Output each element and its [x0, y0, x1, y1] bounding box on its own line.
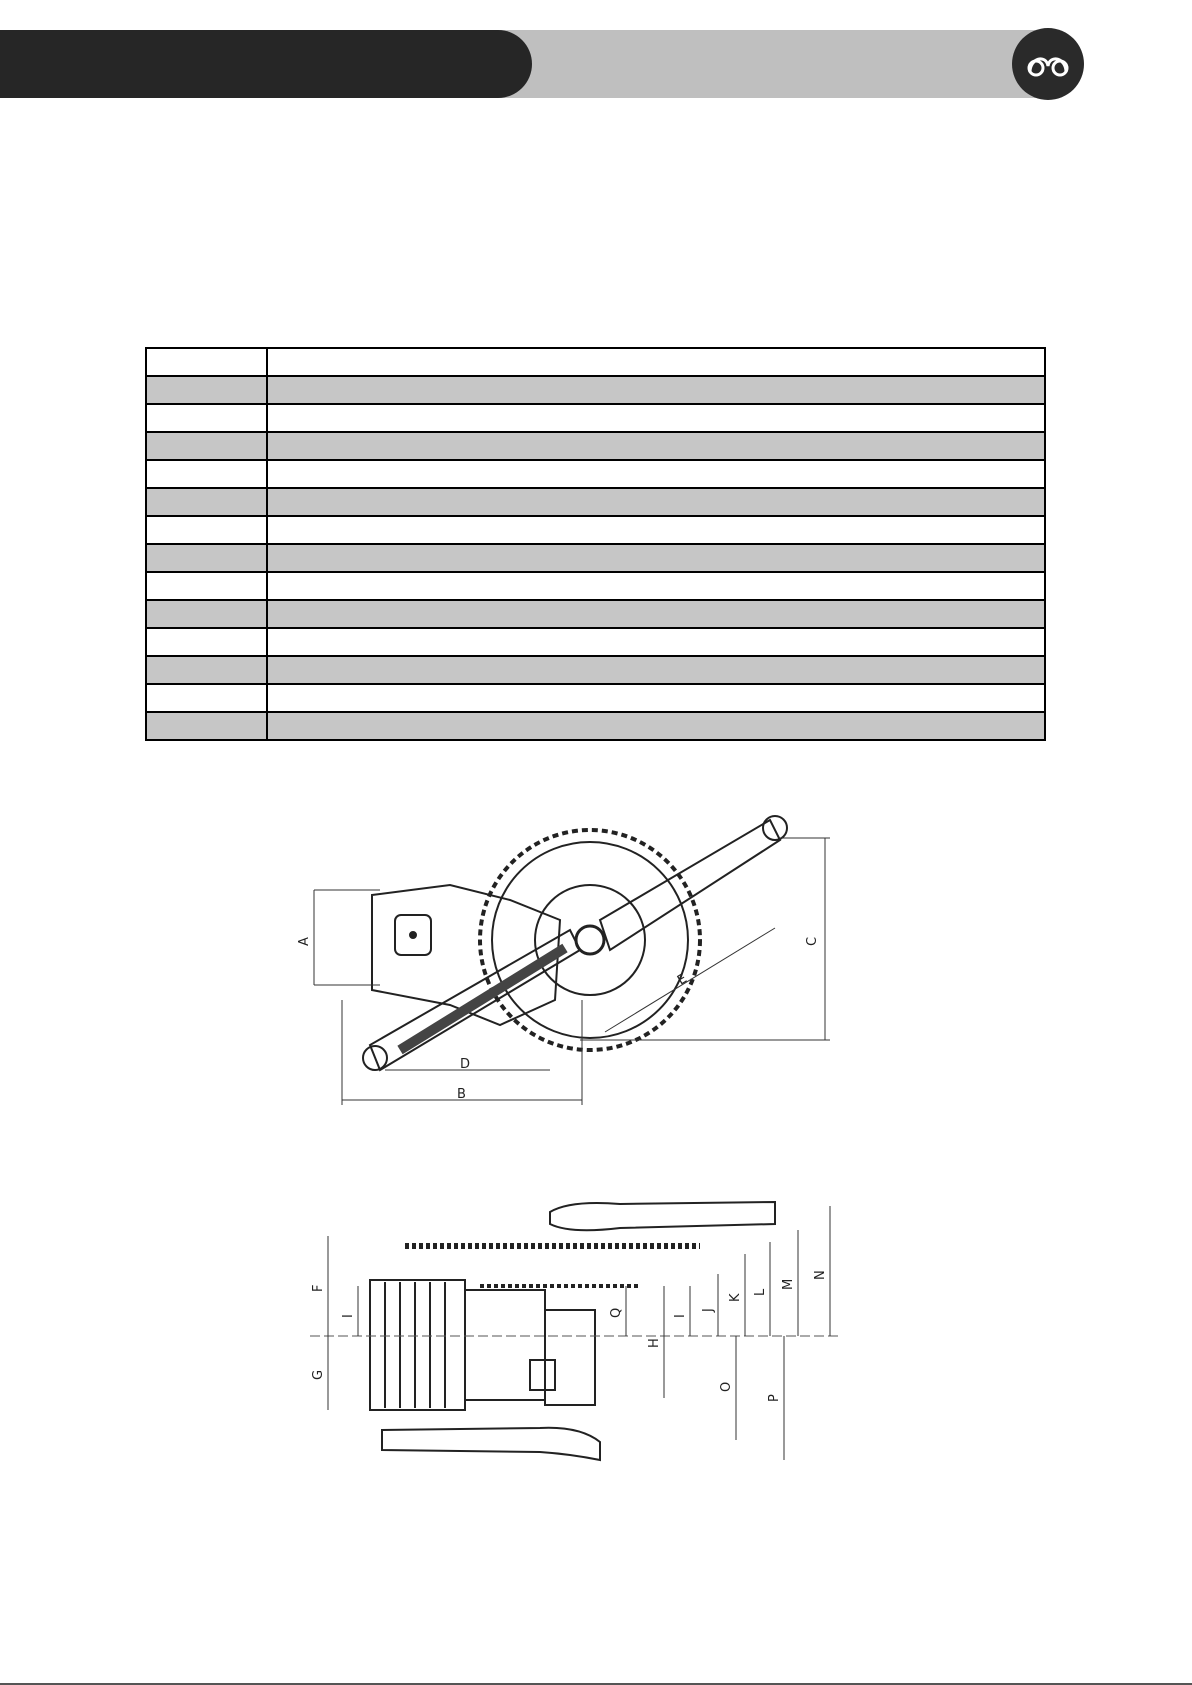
- table-row: [146, 460, 1045, 488]
- spec-value-cell: [267, 712, 1045, 740]
- dim-label-d: D: [460, 1057, 471, 1072]
- table-row: [146, 712, 1045, 740]
- spec-key-cell: [146, 572, 267, 600]
- spec-key-cell: [146, 404, 267, 432]
- dim-label-q: Q: [609, 1307, 624, 1318]
- dim-label-h: H: [647, 1338, 662, 1348]
- dim-label-k: K: [728, 1293, 743, 1302]
- spec-value-cell: [267, 600, 1045, 628]
- cycling-brand-logo-icon: [1012, 28, 1084, 100]
- table-row: [146, 600, 1045, 628]
- table-row: [146, 684, 1045, 712]
- header-title-bar: [0, 30, 532, 98]
- table-row: [146, 656, 1045, 684]
- dim-label-g: G: [311, 1369, 326, 1380]
- spec-key-cell: [146, 712, 267, 740]
- spec-value-cell: [267, 376, 1045, 404]
- spec-value-cell: [267, 404, 1045, 432]
- dim-label-j: J: [701, 1308, 716, 1312]
- spec-value-cell: [267, 544, 1045, 572]
- table-row: [146, 628, 1045, 656]
- dim-label-p: P: [767, 1394, 782, 1402]
- spec-value-cell: [267, 460, 1045, 488]
- spec-value-cell: [267, 684, 1045, 712]
- spec-key-cell: [146, 600, 267, 628]
- table-row: [146, 432, 1045, 460]
- dim-label-n: N: [813, 1270, 828, 1280]
- spec-value-cell: [267, 628, 1045, 656]
- spec-value-cell: [267, 432, 1045, 460]
- dim-label-l: L: [753, 1288, 768, 1296]
- dim-label-f: F: [311, 1284, 326, 1292]
- dim-label-i-right: I: [673, 1314, 688, 1318]
- table-row: [146, 488, 1045, 516]
- lower-crank-arm: [382, 1428, 600, 1460]
- motor-top-view-diagram: [300, 1190, 920, 1480]
- crank-arm-right: [600, 820, 780, 950]
- spec-key-cell: [146, 348, 267, 376]
- upper-crank-arm: [550, 1202, 775, 1230]
- spec-key-cell: [146, 376, 267, 404]
- spec-key-cell: [146, 432, 267, 460]
- table-row: [146, 544, 1045, 572]
- spec-key-cell: [146, 684, 267, 712]
- table-row: [146, 572, 1045, 600]
- dim-label-e: E: [674, 971, 690, 989]
- spec-key-cell: [146, 544, 267, 572]
- spec-key-cell: [146, 516, 267, 544]
- dim-label-i: I: [341, 1314, 356, 1318]
- motor-side-view-diagram: [297, 800, 920, 1120]
- dim-label-o: O: [719, 1381, 734, 1392]
- table-row: [146, 516, 1045, 544]
- spec-value-cell: [267, 488, 1045, 516]
- spec-key-cell: [146, 628, 267, 656]
- dim-label-m: M: [781, 1278, 796, 1290]
- table-row: [146, 376, 1045, 404]
- specification-table: [145, 347, 1046, 741]
- spec-value-cell: [267, 572, 1045, 600]
- spec-key-cell: [146, 488, 267, 516]
- dim-label-a: A: [297, 937, 312, 946]
- dim-label-b: B: [457, 1087, 466, 1102]
- table-row: [146, 348, 1045, 376]
- table-row: [146, 404, 1045, 432]
- spec-value-cell: [267, 656, 1045, 684]
- spec-value-cell: [267, 348, 1045, 376]
- dim-label-c: C: [805, 936, 820, 946]
- spec-key-cell: [146, 460, 267, 488]
- spec-value-cell: [267, 516, 1045, 544]
- chainring: [480, 830, 700, 1050]
- spec-key-cell: [146, 656, 267, 684]
